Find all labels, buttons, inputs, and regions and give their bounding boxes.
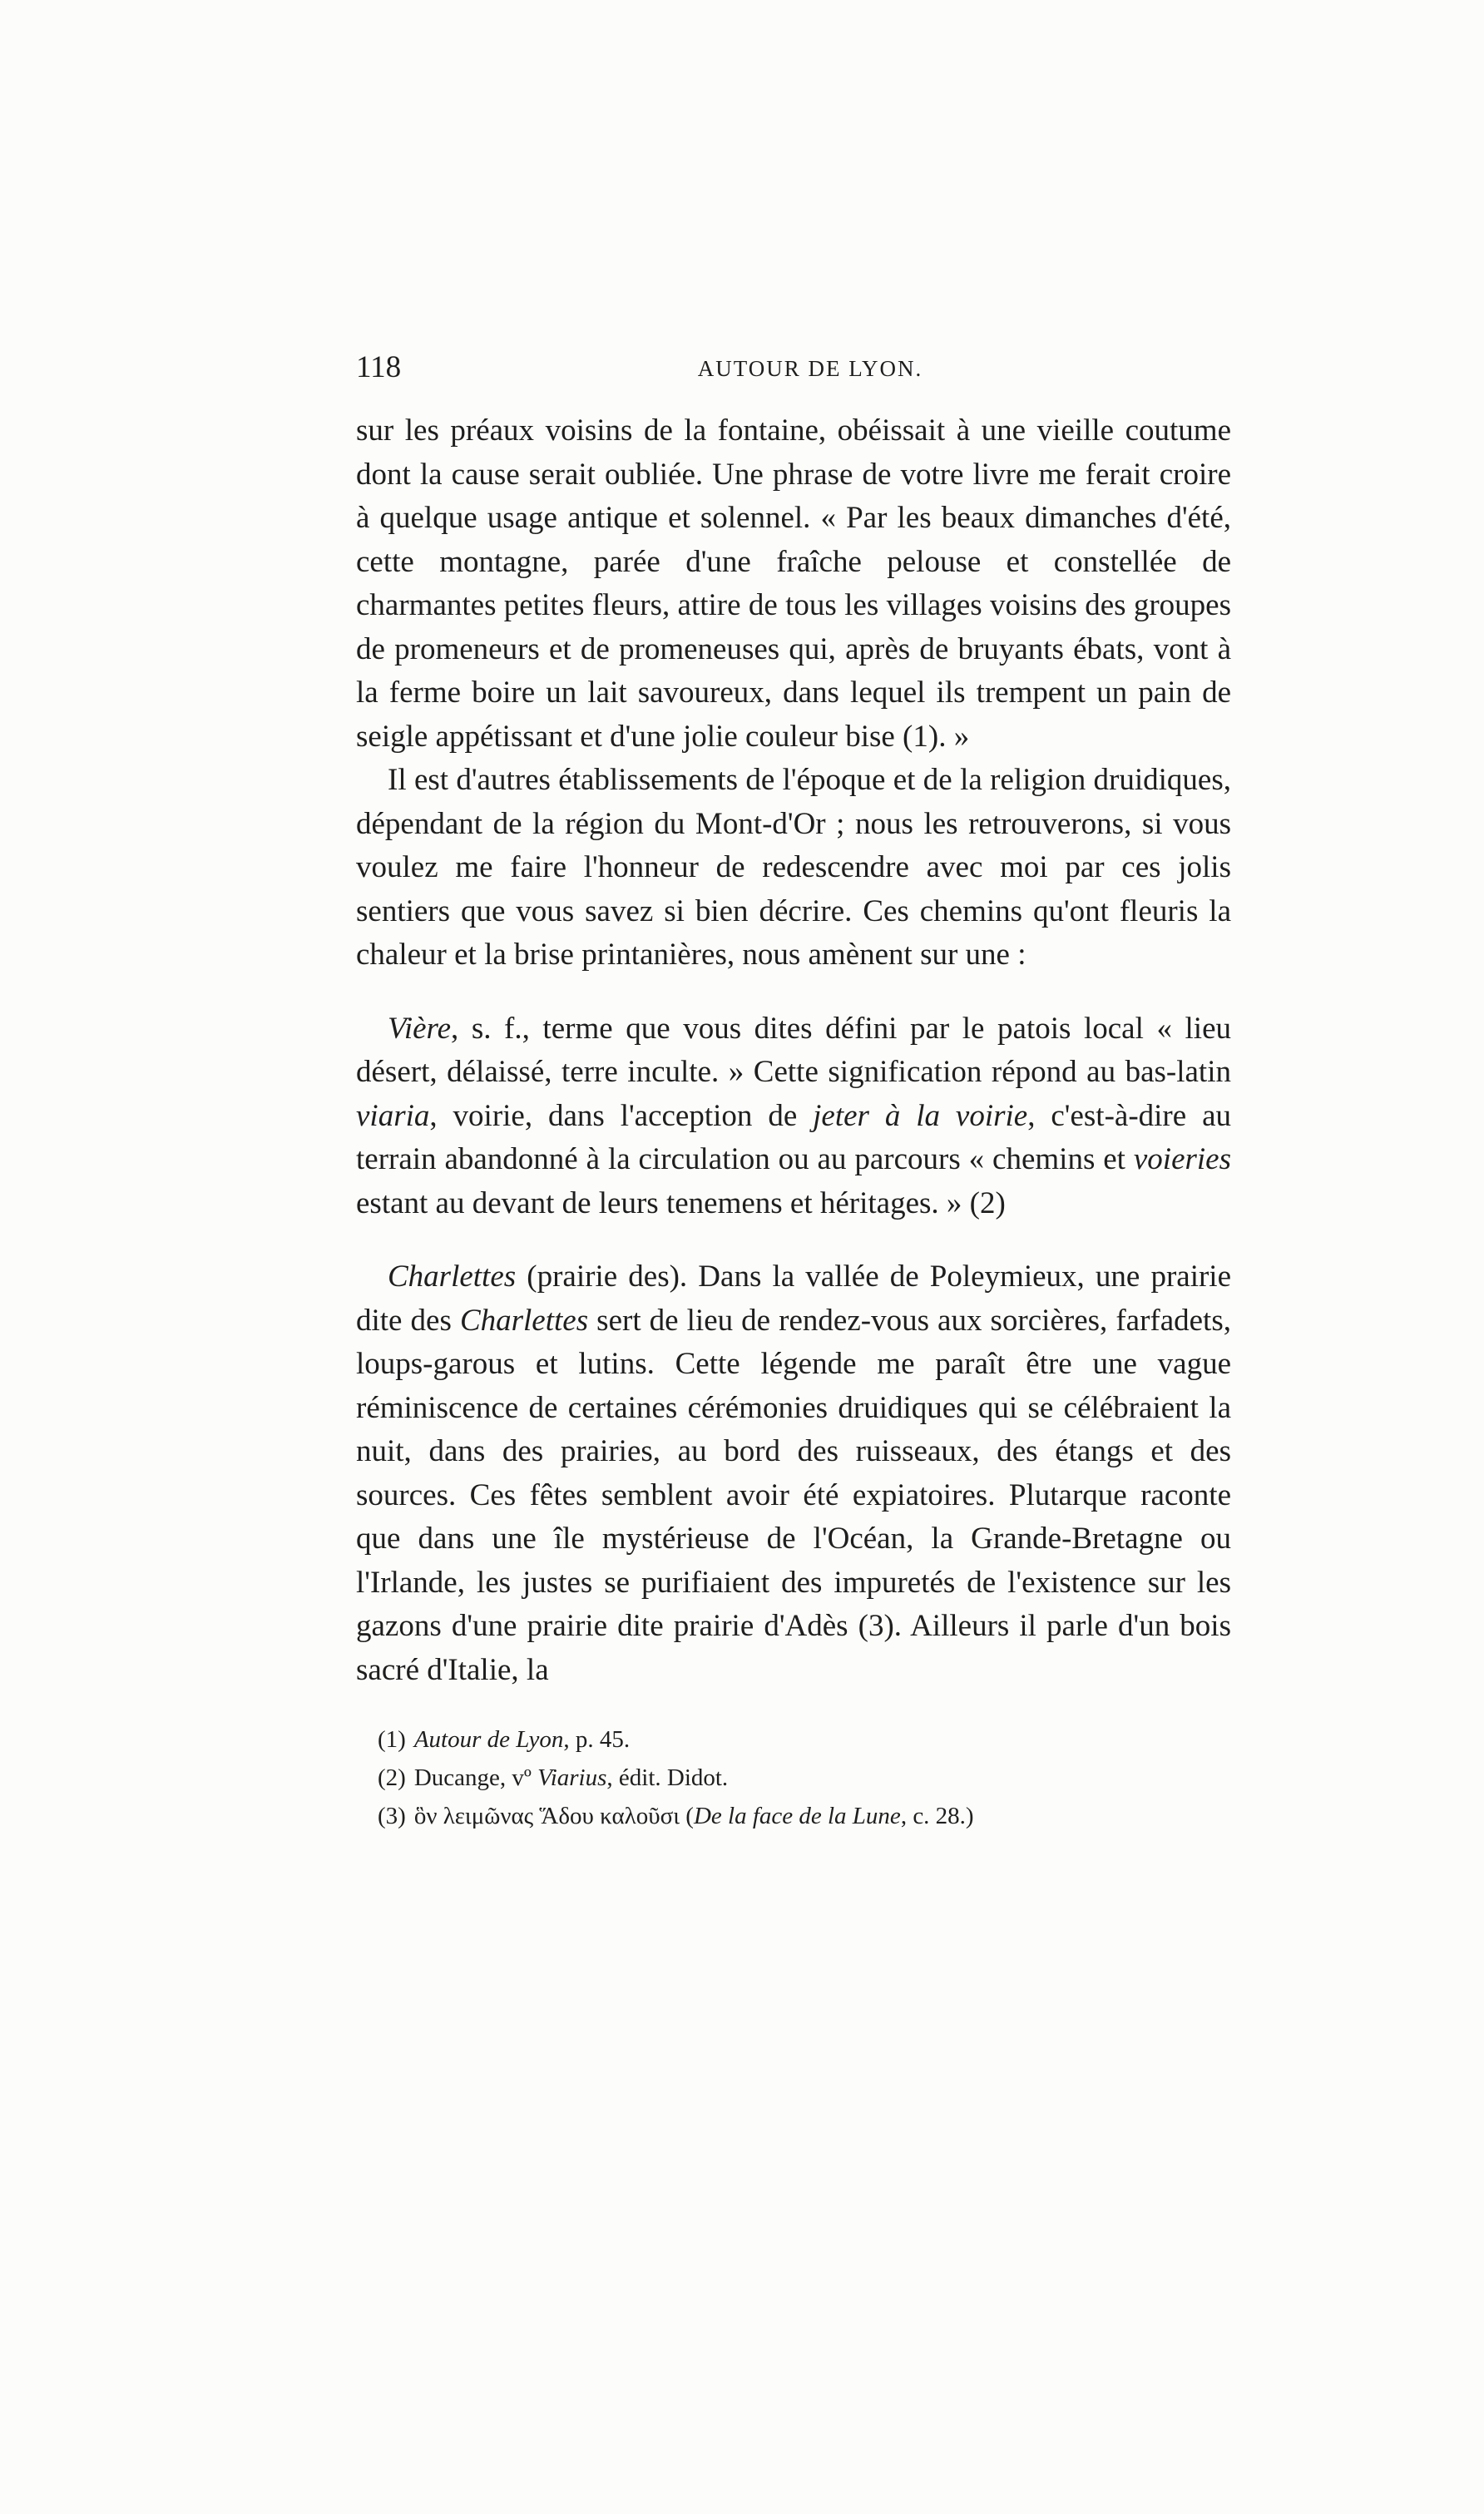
entry-charlettes: Charlettes (prairie des). Dans la vallée de Poleymieux, une prairie dite des Charlettes sert de lieu de rendez-vous aux sorcières, farfadets, loups-garous et lutins. Cette légende me paraît être une vague réminiscence de certaines cérémonies druidiques qui se célébraient la nuit, dans des prairies, au bord des ruisseaux, des étangs et des sources. Ces fêtes semblent avoir été expiatoires. Plutarque raconte que dans une île mystérieuse de l'Océan, la Grande-Bretagne ou l'Irlande, les justes se purifiaient des impuretés de l'existence sur les gazons d'une prairie dite prairie d'Adès (3). Ailleurs il parle d'un bois sacré d'Italie, la <box>356 1259 1231 1687</box>
entry-term: Vière <box>388 1011 452 1046</box>
footnote-1: (1) Autour de Lyon, p. 45. <box>378 1726 631 1753</box>
running-head <box>356 349 1231 399</box>
footnotes <box>356 1720 1231 1835</box>
paragraph-fontaine: sur les préaux voisins de la fontaine, obéissait à une vieille coutume dont la cause serait oubliée. Une phrase de votre livre me ferait croire à quelque usage antique et solennel. « Par les beaux dimanches d'été, cette montagne, parée d'une fraîche pelouse et constellée de charmantes petites fleurs, attire de tous les villages voisins des groupes de promeneurs et de promeneuses qui, après de bruyants ébats, vont à la ferme boire un lait savoureux, dans lequel ils trempent un pain de seigle appétissant et d'une jolie couleur bise (1). » <box>356 413 1231 754</box>
greek-quote: ὃν λειμῶνας Ἅδου καλοῦσι <box>413 1803 680 1829</box>
footnote-2: (2) Ducange, vº Viarius, édit. Didot. <box>378 1764 729 1791</box>
page-number: 118 <box>356 350 402 384</box>
paragraph-druidiques: Il est d'autres établissements de l'époque et de la religion druidiques, dépendant de la région du Mont-d'Or ; nous les retrouverons, si vous voulez me faire l'honneur de redescendre avec moi par ces jolis sentiers que vous savez si bien décrire. Ces chemins qu'ont fleuris la chaleur et la brise printanières, nous amènent sur une : <box>356 763 1231 972</box>
footnote-3: (3) ὃν λειμῶνας Ἅδου καλοῦσι (De la face de la Lune, c. 28.) <box>378 1803 974 1829</box>
running-title: AUTOUR DE LYON. <box>697 356 923 381</box>
book-page <box>356 349 1231 1835</box>
entry-viere: Vière, s. f., terme que vous dites défini par le patois local « lieu désert, délaissé, terre inculte. » Cette signification répond au bas-latin viaria, voirie, dans l'acception de jeter à la voirie, c'est-à-dire au terrain abandonné à la circulation ou au parcours « chemins et voieries estant au devant de leurs tenemens et héritages. » (2) <box>356 1011 1231 1220</box>
entry-term: Charlettes <box>388 1259 517 1294</box>
